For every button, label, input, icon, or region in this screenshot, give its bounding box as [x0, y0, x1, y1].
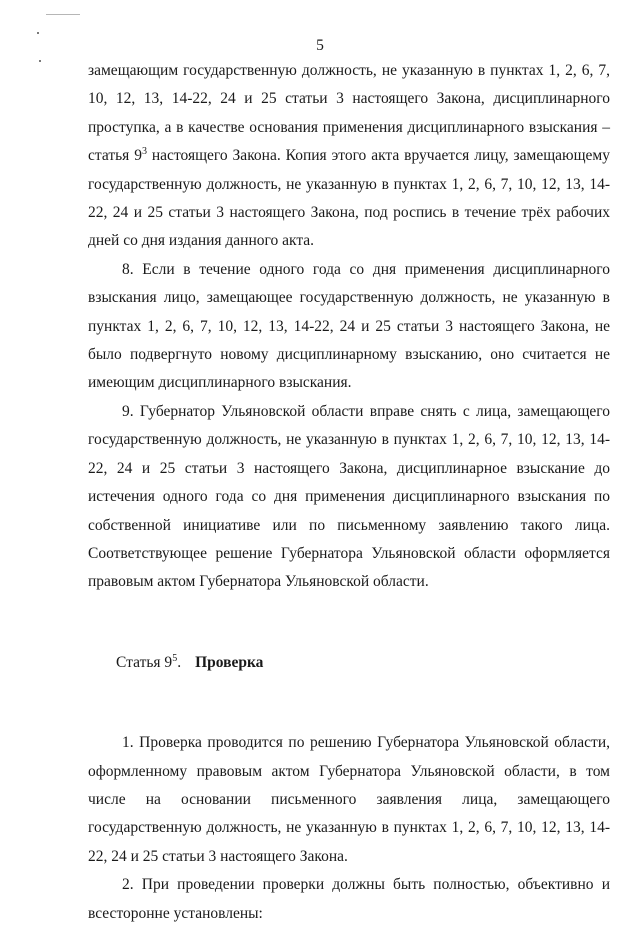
article-title: Проверка — [195, 653, 264, 671]
article-paragraphs — [88, 729, 610, 928]
paragraph-p-item-9 — [88, 398, 610, 597]
paragraph-text: 1. Проверка проводится по решению Губернатора Ульяновской области, оформленному правовым актом Губернатора Ульяновской области, в том числе на основании письменного заявления лица, замещающего государственную должность, не указанную в пунктах 1, 2, 6, 7, 10, 12, 13, 14-22, 24 и 25 статьи 3 настоящего Закона. — [88, 734, 610, 865]
article-label: Статья 9 — [116, 653, 173, 671]
article-label-superscript: 5 — [172, 652, 178, 664]
document-body — [88, 57, 610, 928]
paragraph-text: настоящего Закона. Копия этого акта вручается лицу, замещающему государственную должность, не указанную в пунктах 1, 2, 6, 7, 10, 12, 13, 14-22, 24 и 25 статьи 3 настоящего Закона, под роспись в течение трёх рабочих дней со дня издания данного акта. — [88, 147, 610, 250]
paragraph-p-art-item-1 — [88, 729, 610, 871]
body-paragraphs — [88, 57, 610, 597]
paragraph-text: замещающим государственную должность, не указанную в пунктах 1, 2, 6, 7, 10, 12, 13, 14-22, 24 и 25 статьи 3 настоящего Закона, дисциплинарного проступка, а в качестве основания применения дисциплинарного взыскания – статья 9 — [88, 62, 610, 165]
paragraph-p-art-item-2 — [88, 871, 610, 928]
paragraph-text: 8. Если в течение одного года со дня применения дисциплинарного взыскания лицо, замещающее государственную должность, не указанную в пунктах 1, 2, 6, 7, 10, 12, 13, 14-22, 24 и 25 статьи 3 настоящего Закона, не было подвергнуто новому дисциплинарному взысканию, оно считается не имеющим дисциплинарного взыскания. — [88, 260, 610, 392]
scan-artifact-top-left — [46, 14, 80, 15]
scan-artifact-dot-1 — [37, 32, 39, 34]
paragraph-text: 9. Губернатор Ульяновской области вправе снять с лица, замещающего государственную должность, не указанную в пунктах 1, 2, 6, 7, 10, 12, 13, 14-22, 24 и 25 статьи 3 настоящего Закона, дисциплинарное взыскание до истечения одного года со дня применения дисциплинарного взыскания по собственной инициативе или по письменному заявлению такого лица. Соответствующее решение Губернатора Ульяновской области оформляется правовым актом Губернатора Ульяновской области. — [88, 402, 610, 591]
paragraph-text: 2. При проведении проверки должны быть полностью, объективно и всесторонне установлены: — [88, 876, 610, 922]
paragraph-p-continuation — [88, 57, 610, 256]
scan-artifact-dot-2 — [39, 60, 41, 62]
superscript: 3 — [141, 146, 147, 158]
page-number: 5 — [316, 37, 324, 54]
paragraph-p-item-8 — [88, 256, 610, 398]
article-label-suffix: . — [177, 653, 182, 671]
article-heading — [116, 649, 610, 677]
